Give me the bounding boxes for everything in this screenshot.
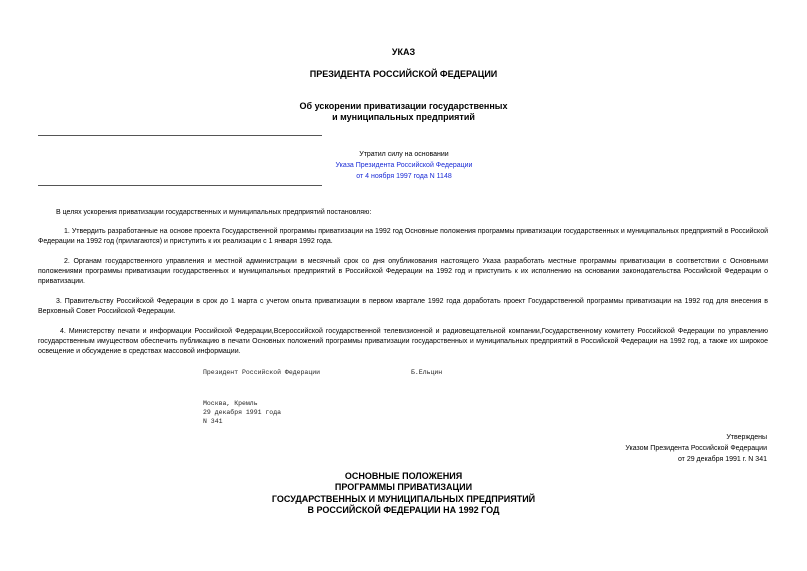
status-note: [320, 149, 488, 182]
annex-title-line3: ГОСУДАРСТВЕННЫХ И МУНИЦИПАЛЬНЫХ ПРЕДПРИЯТИЙ: [271, 494, 536, 504]
document-type-title: УКАЗ: [391, 47, 416, 57]
divider-top: [38, 135, 322, 136]
paragraph-2: 2. Органам государственного управления и местной администрации в месячный срок со дня опубликования настоящего Указа разработать местные программы приватизации в соответствии с Основными положениями программы приватизации государственных и муниципальных предприятий в Российской Федерации на 1992 год и приступить к их исполнению на основании законодательства Российской Федерации о приватизации.: [38, 258, 768, 286]
issuer-title: ПРЕЗИДЕНТА РОССИЙСКОЙ ФЕДЕРАЦИИ: [309, 69, 498, 79]
approval-line2: Указом Президента Российской Федерации: [625, 445, 767, 452]
annex-title-line4: В РОССИЙСКОЙ ФЕДЕРАЦИИ НА 1992 ГОД: [307, 505, 500, 515]
signature-position: Президент Российской Федерации: [203, 369, 321, 376]
paragraph-3: 3. Правительству Российской Федерации в срок до 1 марта с учетом опыта приватизации в первом квартале 1992 года доработать проект Государственной программы приватизации на 1992 год для внесения в Верховный Совет Российской Федерации.: [38, 298, 768, 316]
annex-title-line2: ПРОГРАММЫ ПРИВАТИЗАЦИИ: [334, 482, 473, 492]
divider-bottom: [38, 185, 322, 186]
subject-title-line2: и муниципальных предприятий: [332, 112, 475, 122]
approval-line1: Утверждены: [726, 434, 767, 441]
status-note-text: Утратил силу на основании: [359, 151, 449, 158]
signature-place: Москва, Кремль: [203, 400, 258, 407]
approval-block: [507, 432, 767, 465]
repeal-decree-link[interactable]: Указа Президента Российской Федерации: [335, 162, 473, 169]
paragraph-4: 4. Министерству печати и информации Российской Федерации,Всероссийской государственной телевизионной и радиовещательной компании,Государственному комитету Российской Федерации по управлению государственным имуществом обеспечить публикацию в печати Основных положений программы приватизации государственных и муниципальных предприятий в Российской Федерации на 1992 год, а также их широкое освещение и обсуждение в средствах массовой информации.: [38, 328, 768, 356]
signature-name: Б.Ельцин: [411, 369, 443, 376]
signature-number: N 341: [203, 418, 223, 425]
subject-title-line1: Об ускорении приватизации государственных: [299, 101, 508, 111]
approval-line3: от 29 декабря 1991 г. N 341: [677, 456, 767, 463]
repeal-decree-date-link[interactable]: от 4 ноября 1997 года N 1148: [356, 173, 452, 180]
intro-paragraph: В целях ускорения приватизации государственных и муниципальных предприятий постановляю:: [56, 209, 372, 216]
signature-date: 29 декабря 1991 года: [203, 409, 282, 416]
annex-title-line1: ОСНОВНЫЕ ПОЛОЖЕНИЯ: [344, 471, 463, 481]
paragraph-1: 1. Утвердить разработанные на основе проекта Государственной программы приватизации на 1992 год Основные положения программы приватизации государственных и муниципальных предприятий в Российской Федерации на 1992 год (прилагаются) и приступить к их реализации с 1 января 1992 года.: [38, 228, 768, 246]
